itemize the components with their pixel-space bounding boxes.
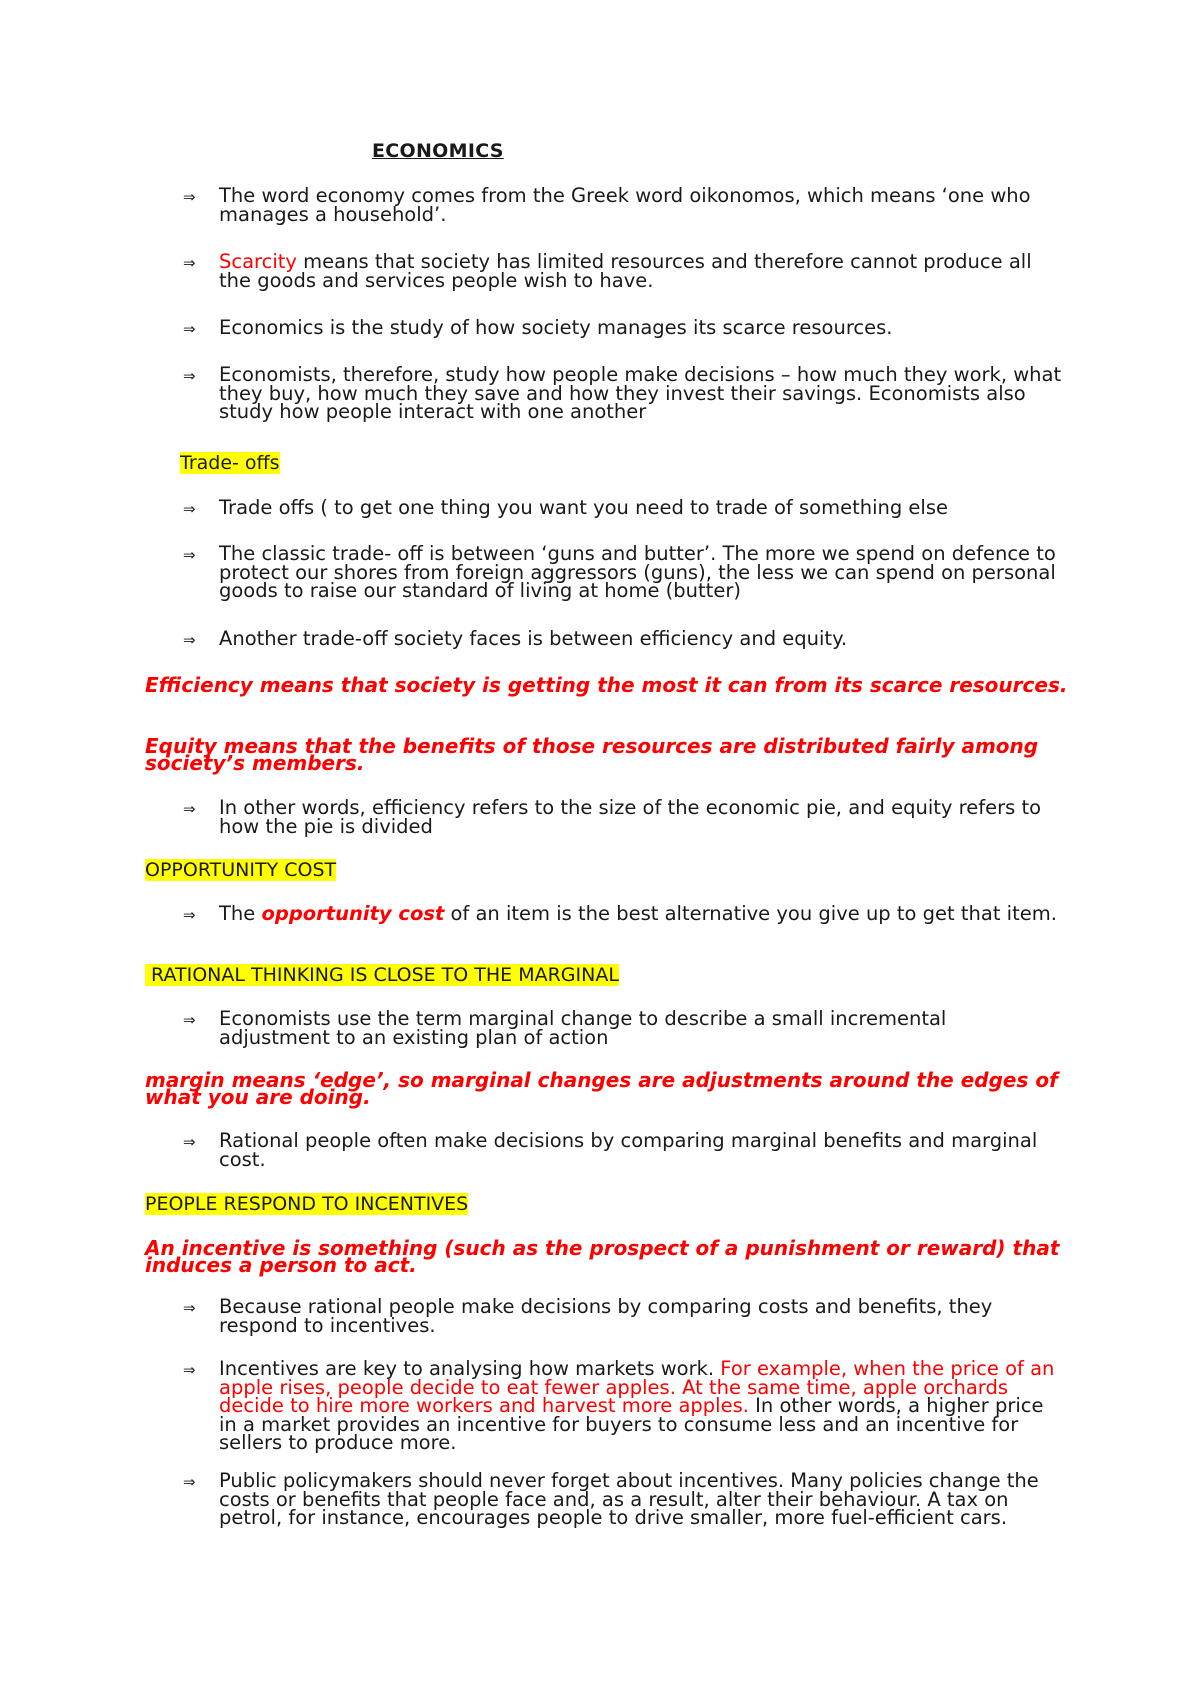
bullet-text: The word economy comes from the Greek word oikonomos, which means ‘one who manages a household’. [219, 184, 1031, 226]
list-item [183, 1129, 1063, 1171]
list-item [183, 1469, 1063, 1529]
section-heading-tradeoffs [180, 451, 280, 475]
definition-incentive: An incentive is something (such as the prospect of a punishment or reward) that induces a person to act. [145, 1236, 1060, 1277]
term-scarcity: Scarcity [219, 250, 297, 273]
section-heading-incentives [145, 1192, 468, 1216]
definition-efficiency: Efficiency means that society is getting the most it can from its scarce resources. [145, 673, 1068, 697]
arrow-icon: ⇒ [183, 500, 196, 518]
bullet-text: Economists use the term marginal change to describe a small incremental adjustment to an existing plan of action [219, 1007, 947, 1049]
arrow-icon: ⇒ [183, 1361, 196, 1379]
list-item [183, 496, 1063, 519]
bullet-text: Economists, therefore, study how people make decisions – how much they work, what they buy, how much they save and how they invest their savings. Economists also study how people interact with one another [219, 363, 1062, 423]
arrow-icon: ⇒ [183, 320, 196, 338]
page-title: ECONOMICS [372, 140, 504, 162]
bullet-text: Public policymakers should never forget about incentives. Many policies change the costs or benefits that people face and, as a result, alter their behaviour. A tax on petrol, for instance, encourages people to drive smaller, more fuel-efficient cars. [219, 1469, 1039, 1529]
arrow-icon: ⇒ [183, 546, 196, 564]
list-item [183, 316, 1063, 339]
bullet-text [219, 902, 1063, 925]
arrow-icon: ⇒ [183, 188, 196, 206]
definition-margin: margin means ‘edge’, so marginal changes are adjustments around the edges of what you are doing. [145, 1068, 1058, 1109]
bullet-text-start: The [219, 902, 262, 925]
section-heading-rational-thinking [145, 963, 619, 987]
section-heading-opportunity-cost [145, 858, 336, 882]
arrow-icon: ⇒ [183, 1299, 196, 1317]
list-item [183, 250, 1063, 292]
bullet-text-rest: means that society has limited resources and therefore cannot produce all the goods and services people wish to have. [219, 250, 1032, 292]
bullet-text: Another trade-off society faces is between efficiency and equity. [219, 627, 848, 650]
term-opportunity-cost: opportunity cost [261, 902, 445, 925]
example-text: For example, when the price of an apple rises, people decide to eat fewer apples. At the same time, apple orchards decide to hire more workers and harvest more apples. [219, 1357, 1055, 1417]
bullet-text-rest: of an item is the best alternative you give up to get that item. [444, 902, 1057, 925]
bullet-text: Trade offs ( to get one thing you want you need to trade of something else [219, 496, 949, 519]
definition-equity: Equity means that the benefits of those resources are distributed fairly among society’s members. [145, 734, 1039, 775]
list-item [183, 363, 1063, 423]
arrow-icon: ⇒ [183, 1473, 196, 1491]
arrow-icon: ⇒ [183, 1011, 196, 1029]
arrow-icon: ⇒ [183, 254, 196, 272]
list-item [183, 1295, 1063, 1337]
bullet-text: Economics is the study of how society manages its scarce resources. [219, 316, 893, 339]
bullet-text: Rational people often make decisions by comparing marginal benefits and marginal cost. [219, 1129, 1038, 1171]
bullet-text: Because rational people make decisions by comparing costs and benefits, they respond to incentives. [219, 1295, 993, 1337]
arrow-icon: ⇒ [183, 906, 196, 924]
arrow-icon: ⇒ [183, 631, 196, 649]
bullet-text-start: Incentives are key to analysing how markets work. [219, 1357, 721, 1380]
highlighted-heading: RATIONAL THINKING IS CLOSE TO THE MARGINAL [145, 964, 619, 986]
arrow-icon: ⇒ [183, 367, 196, 385]
bullet-text [219, 1357, 1063, 1454]
bullet-text: In other words, efficiency refers to the size of the economic pie, and equity refers to how the pie is divided [219, 796, 1042, 838]
highlighted-heading: PEOPLE RESPOND TO INCENTIVES [145, 1193, 469, 1215]
bullet-text [219, 250, 1063, 292]
arrow-icon: ⇒ [183, 1133, 196, 1151]
arrow-icon: ⇒ [183, 800, 196, 818]
bullet-text-rest: In other words, a higher price in a market provides an incentive for buyers to consume less and an incentive for sellers to produce more. [219, 1394, 1044, 1454]
highlighted-heading: OPPORTUNITY COST [145, 859, 337, 881]
list-item [183, 796, 1063, 838]
list-item [183, 627, 1063, 650]
list-item [183, 1357, 1063, 1454]
bullet-text: The classic trade- off is between ‘guns and butter’. The more we spend on defence to protect our shores from foreign aggressors (guns), the less we can spend on personal goods to raise our standard of living at home (butter) [219, 542, 1056, 602]
list-item [183, 184, 1063, 226]
highlighted-heading: Trade- offs [180, 452, 280, 474]
list-item [183, 1007, 1063, 1049]
list-item [183, 542, 1063, 602]
list-item [183, 902, 1063, 925]
